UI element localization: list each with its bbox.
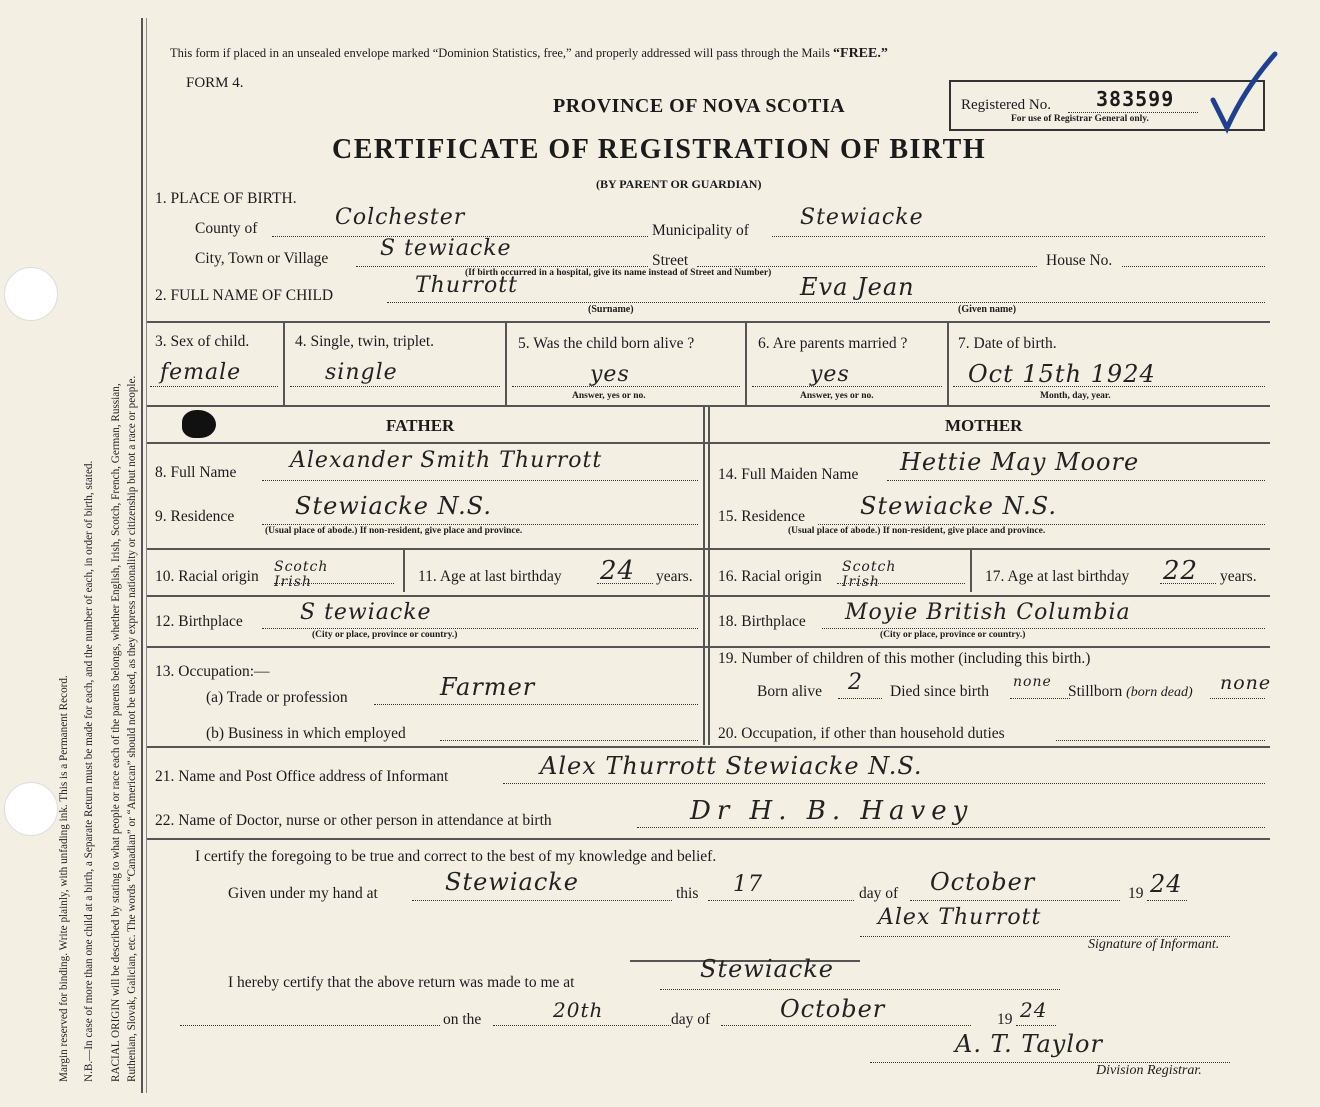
cert-year-value: 24: [1150, 870, 1183, 898]
father-years-label: years.: [656, 568, 693, 585]
cert-month-value: October: [930, 868, 1036, 896]
col-divider-1: [283, 323, 285, 405]
father-heading: FATHER: [386, 416, 455, 435]
informant-label: 21. Name and Post Office address of Informant: [155, 768, 449, 785]
mother-birthplace-caption: (City or place, province or country.): [880, 630, 1026, 640]
mother-name-line: [887, 480, 1265, 481]
child-surname: Thurrott: [415, 273, 518, 298]
city-line: [356, 266, 648, 267]
registrar-day-of-label: day of: [671, 1011, 711, 1028]
registered-label: Registered No.: [961, 97, 1051, 113]
cert-year-line: [1147, 900, 1187, 901]
mother-age-value: 22: [1163, 556, 1199, 586]
mother-racial-divider: [970, 550, 972, 592]
mother-birthplace-label: 18. Birthplace: [718, 613, 806, 630]
divider-names: [147, 442, 1270, 444]
doctor-line: [637, 827, 1265, 828]
certificate-title: CERTIFICATE OF REGISTRATION OF BIRTH: [332, 134, 987, 165]
father-racial-value: Scotch Irish: [274, 559, 329, 590]
col-divider-4: [947, 323, 949, 405]
mother-birthplace-value: Moyie British Columbia: [845, 600, 1131, 625]
registrar-pre-line: [180, 1025, 440, 1026]
father-name-value: Alexander Smith Thurrott: [290, 448, 603, 473]
divider-informant: [147, 746, 1270, 748]
registrar-month-line: [721, 1025, 971, 1026]
child-name-line: [387, 302, 1265, 303]
father-birthplace-label: 12. Birthplace: [155, 613, 243, 630]
father-name-label: 8. Full Name: [155, 464, 237, 481]
divider-birthplace: [147, 595, 1270, 597]
binding-hole-bottom: [4, 782, 58, 836]
registrar-on-the-label: on the: [443, 1011, 482, 1028]
born-alive-value: yes: [590, 362, 630, 387]
mother-occupation-line: [1056, 740, 1265, 741]
married-caption: Answer, yes or no.: [800, 391, 874, 401]
street-line: [697, 266, 1037, 267]
father-business-line: [440, 740, 698, 741]
father-occupation-label: 13. Occupation:—: [155, 663, 270, 680]
hospital-note: (If birth occurred in a hospital, give its name instead of Street and Number): [465, 268, 772, 278]
certificate-subtitle: (BY PARENT OR GUARDIAN): [596, 177, 762, 191]
mother-name-value: Hettie May Moore: [900, 448, 1140, 476]
given-place-line: [412, 900, 672, 901]
mother-birthplace-line: [822, 628, 1265, 629]
mail-notice-free: “FREE.”: [833, 46, 888, 61]
margin-rule: [141, 18, 143, 1093]
child-given-name: Eva Jean: [800, 273, 915, 301]
mother-age-label: 17. Age at last birthday: [985, 568, 1130, 585]
cert-day-of-label: day of: [859, 885, 899, 902]
sex-label: 3. Sex of child.: [155, 333, 250, 350]
mother-born-alive-label: Born alive: [757, 683, 822, 700]
binding-hole-top: [4, 267, 58, 321]
mother-name-label: 14. Full Maiden Name: [718, 466, 859, 483]
father-racial-label: 10. Racial origin: [155, 568, 259, 585]
informant-line: [503, 783, 1265, 784]
registrar-use-note: For use of Registrar General only.: [1011, 114, 1149, 124]
child-name-label: 2. FULL NAME OF CHILD: [155, 287, 334, 304]
divider-certification: [147, 838, 1270, 840]
married-label: 6. Are parents married ?: [758, 335, 908, 352]
margin-note-3: RACIAL ORIGIN will be described by stating to what people or race each of the parents belongs, whether English, Irish, Scotch, French, German, Russian,: [110, 383, 122, 1082]
house-no-label: House No.: [1046, 252, 1113, 269]
father-business-label: (b) Business in which employed: [206, 725, 406, 742]
father-residence-line: [262, 524, 698, 525]
certification-statement: I certify the foregoing to be true and correct to the best of my knowledge and belief.: [195, 848, 717, 865]
parents-center-rule: [703, 407, 705, 745]
place-of-birth-heading: 1. PLACE OF BIRTH.: [155, 190, 297, 207]
mother-years-label: years.: [1220, 568, 1257, 585]
mother-stillborn-value: none: [1220, 672, 1272, 694]
mother-residence-line: [818, 524, 1265, 525]
father-age-value: 24: [600, 556, 636, 586]
mother-occupation-label: 20. Occupation, if other than household duties: [718, 725, 1005, 742]
surname-caption: (Surname): [588, 304, 634, 315]
married-value: yes: [810, 362, 850, 387]
father-residence-caption: (Usual place of abode.) If non-resident, give place and province.: [265, 526, 523, 536]
father-trade-value: Farmer: [440, 673, 536, 701]
margin-note-1: Margin reserved for binding. Write plainly, with unfading ink. This is a Permanent Record.: [58, 675, 70, 1082]
plurality-value: single: [325, 360, 398, 385]
mother-stillborn-note: (born dead): [1126, 685, 1193, 700]
father-racial-divider: [403, 550, 405, 592]
father-residence-label: 9. Residence: [155, 508, 235, 525]
col-divider-3: [745, 323, 747, 405]
mail-notice: [170, 46, 888, 62]
doctor-value: Dr H. B. Havey: [690, 796, 974, 826]
mother-died-line: [1010, 698, 1070, 699]
parents-center-rule-2: [708, 407, 710, 745]
registrar-day-line: [493, 1025, 671, 1026]
house-no-line: [1122, 266, 1265, 267]
cert-day-line: [708, 900, 854, 901]
plurality-line: [290, 386, 500, 387]
street-label: Street: [652, 252, 689, 269]
mother-died-label: Died since birth: [890, 683, 990, 700]
mother-born-alive-line: [838, 698, 882, 699]
check-mark-icon: [1205, 48, 1285, 138]
father-trade-label: (a) Trade or profession: [206, 689, 348, 706]
city-label: City, Town or Village: [195, 250, 329, 267]
registered-number: 383599: [1096, 87, 1175, 111]
municipality-line: [772, 236, 1265, 237]
col-divider-2: [505, 323, 507, 405]
cert-year-prefix: 19: [1128, 885, 1144, 902]
informant-value: Alex Thurrott Stewiacke N.S.: [540, 752, 923, 780]
registrar-place-line: [660, 989, 1060, 990]
registered-line: [1068, 112, 1198, 113]
mother-stillborn-text: Stillborn: [1068, 683, 1123, 700]
this-label: this: [676, 885, 699, 902]
given-name-caption: (Given name): [958, 304, 1017, 315]
divider-occupation: [147, 646, 1270, 648]
registrar-year-value: 24: [1020, 998, 1048, 1022]
registrar-month-value: October: [780, 995, 886, 1023]
mother-heading: MOTHER: [945, 416, 1023, 435]
margin-rule-inner: [146, 18, 147, 1093]
margin-note-4: Ruthenian, Slovak, Galician, etc. The words “Canadian” or “American” should not be used, as they express nationality or citizenship but not a race or people.: [126, 375, 138, 1082]
form-number: FORM 4.: [186, 75, 244, 91]
mother-residence-caption: (Usual place of abode.) If non-resident, give place and province.: [788, 526, 1046, 536]
city-value: S tewiacke: [380, 236, 512, 261]
mother-born-alive-value: 2: [848, 670, 863, 695]
registrar-statement: I hereby certify that the above return was made to me at: [228, 974, 575, 991]
registrar-year-line: [1016, 1025, 1056, 1026]
born-alive-caption: Answer, yes or no.: [572, 391, 646, 401]
sex-value: female: [160, 360, 242, 385]
cert-month-line: [910, 900, 1120, 901]
given-place-value: Stewiacke: [445, 868, 580, 896]
mother-racial-value: Scotch Irish: [842, 559, 897, 590]
cert-day-value: 17: [733, 872, 763, 897]
municipality-label: Municipality of: [652, 222, 749, 239]
dob-value: Oct 15th 1924: [968, 360, 1156, 388]
dob-caption: Month, day, year.: [1040, 391, 1111, 401]
county-label: County of: [195, 220, 258, 237]
mother-residence-label: 15. Residence: [718, 508, 805, 525]
plurality-label: 4. Single, twin, triplet.: [295, 333, 435, 350]
dob-label: 7. Date of birth.: [958, 335, 1057, 352]
father-age-label: 11. Age at last birthday: [418, 568, 562, 585]
margin-note-2: N.B.—In case of more than one child at a birth, a Separate Return must be made for each, and the number of each, in order of birth, stated.: [83, 460, 95, 1082]
mother-residence-value: Stewiacke N.S.: [860, 492, 1057, 520]
mother-died-value: none: [1013, 674, 1052, 690]
father-birthplace-line: [262, 628, 698, 629]
father-birthplace-caption: (City or place, province or country.): [312, 630, 458, 640]
county-value: Colchester: [335, 205, 466, 230]
divider-top: [147, 321, 1270, 323]
mother-stillborn-line: [1210, 698, 1265, 699]
father-residence-value: Stewiacke N.S.: [295, 492, 492, 520]
mother-children-label: 19. Number of children of this mother (including this birth.): [718, 650, 1091, 667]
born-alive-label: 5. Was the child born alive ?: [518, 335, 695, 352]
divider-racial: [147, 548, 1270, 550]
registrar-signature: A. T. Taylor: [955, 1030, 1103, 1058]
province-title: PROVINCE OF NOVA SCOTIA: [553, 95, 846, 117]
doctor-label: 22. Name of Doctor, nurse or other person in attendance at birth: [155, 812, 552, 829]
registrar-caption: Division Registrar.: [1096, 1063, 1202, 1078]
ink-blot: [182, 410, 216, 438]
municipality-value: Stewiacke: [800, 205, 924, 230]
father-name-line: [262, 480, 698, 481]
registrar-place-value: Stewiacke: [700, 955, 835, 983]
registrar-year-prefix: 19: [997, 1011, 1013, 1028]
informant-signature: Alex Thurrott: [878, 905, 1042, 930]
mother-stillborn-label: [1068, 683, 1193, 701]
sex-line: [150, 386, 278, 387]
given-label: Given under my hand at: [228, 885, 378, 902]
father-trade-line: [374, 704, 698, 705]
registrar-day-value: 20th: [553, 998, 604, 1022]
mail-notice-text: This form if placed in an unsealed envelope marked “Dominion Statistics, free,” and properly addressed will pass through the Mails: [170, 46, 834, 60]
father-birthplace-value: S tewiacke: [300, 600, 432, 625]
mother-racial-label: 16. Racial origin: [718, 568, 822, 585]
informant-signature-caption: Signature of Informant.: [1088, 937, 1220, 952]
